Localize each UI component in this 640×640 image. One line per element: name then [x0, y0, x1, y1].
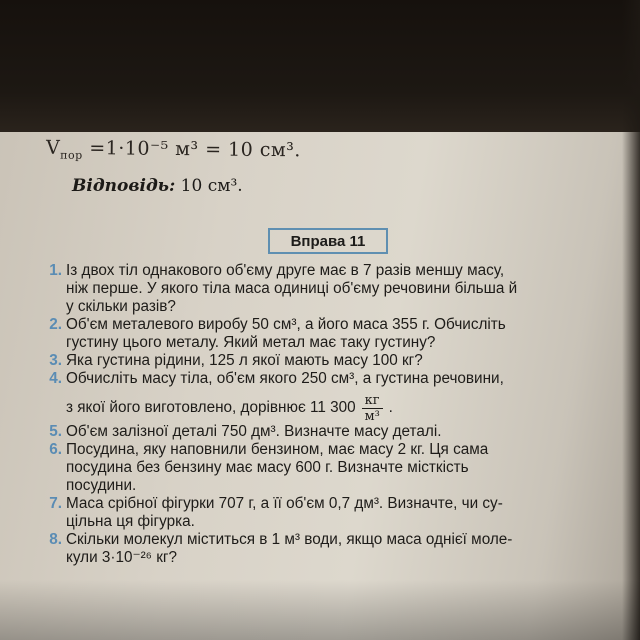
- problem-3: [36, 352, 626, 370]
- fraction-tail: .: [388, 399, 393, 416]
- problem-line: Маса срібної фігурки 707 г, а її об'єм 0,7 дм³. Визначте, чи су-: [66, 495, 503, 512]
- problem-5: [36, 423, 626, 441]
- density-unit-fraction: [362, 394, 383, 423]
- problem-line: Яка густина рідини, 125 л якої мають масу 100 кг?: [66, 352, 423, 369]
- problem-1: [36, 262, 626, 316]
- page-edge-shadow: [622, 0, 640, 640]
- problem-line: Із двох тіл однакового об'єму друге має в 7 разів меншу масу,: [66, 262, 505, 279]
- fraction-denominator: м³: [364, 408, 380, 424]
- formula-rest: =1·10⁻⁵ м³ = 10 см³.: [82, 137, 301, 162]
- problem-number: 4.: [49, 370, 62, 387]
- problem-6: [36, 441, 626, 495]
- problem-line: Об'єм залізної деталі 750 дм³. Визначте масу деталі.: [66, 423, 442, 440]
- problem-line: посудина без бензину має масу 600 г. Визначте місткість: [66, 459, 469, 476]
- problem-4: [36, 370, 626, 423]
- problem-line: кули 3·10⁻²⁶ кг?: [66, 549, 178, 566]
- problem-number: 1.: [49, 262, 62, 279]
- problem-line: посудини.: [66, 477, 137, 494]
- problem-line-with-fraction: [66, 393, 626, 423]
- exercise-title-box: [268, 228, 388, 254]
- problem-line: цільна ця фігурка.: [66, 513, 195, 530]
- problem-number: 5.: [49, 423, 62, 440]
- problem-2: [36, 316, 626, 352]
- answer-line: [72, 176, 243, 196]
- problem-number: 8.: [49, 531, 62, 548]
- formula-sub: пор: [60, 148, 83, 162]
- problem-line: Обчисліть масу тіла, об'єм якого 250 см³, а густина речовини,: [66, 370, 504, 387]
- exercise-title: Вправа 11: [290, 232, 366, 250]
- problem-8: [36, 531, 626, 567]
- formula-line: [46, 137, 301, 164]
- problem-line: Об'єм металевого виробу 50 см³, а його маса 355 г. Обчисліть: [66, 316, 506, 333]
- problem-number: 7.: [49, 495, 62, 512]
- formula-v: V: [45, 136, 61, 159]
- problem-number: 6.: [49, 441, 62, 458]
- problem-line: ніж перше. У якого тіла маса одиниці об'єму речовини більша й: [66, 280, 518, 297]
- problem-line: з якої його виготовлено, дорівнює 11 300: [66, 399, 356, 416]
- problem-line: Скільки молекул міститься в 1 м³ води, якщо маса однієї моле-: [66, 531, 513, 548]
- fraction-numerator: кг: [362, 394, 383, 409]
- problem-7: [36, 495, 626, 531]
- problem-list: [36, 262, 626, 567]
- problem-line: у скільки разів?: [66, 298, 176, 315]
- answer-value: 10 см³.: [175, 176, 243, 196]
- dark-overlay: [0, 0, 640, 132]
- problem-line: Посудина, яку наповнили бензином, має масу 2 кг. Ця сама: [66, 441, 489, 458]
- bottom-shadow: [0, 580, 640, 640]
- problem-number: 3.: [49, 352, 62, 369]
- problem-number: 2.: [49, 316, 62, 333]
- problem-line: густину цього металу. Який метал має таку густину?: [66, 334, 436, 351]
- answer-label: Відповідь:: [72, 176, 176, 196]
